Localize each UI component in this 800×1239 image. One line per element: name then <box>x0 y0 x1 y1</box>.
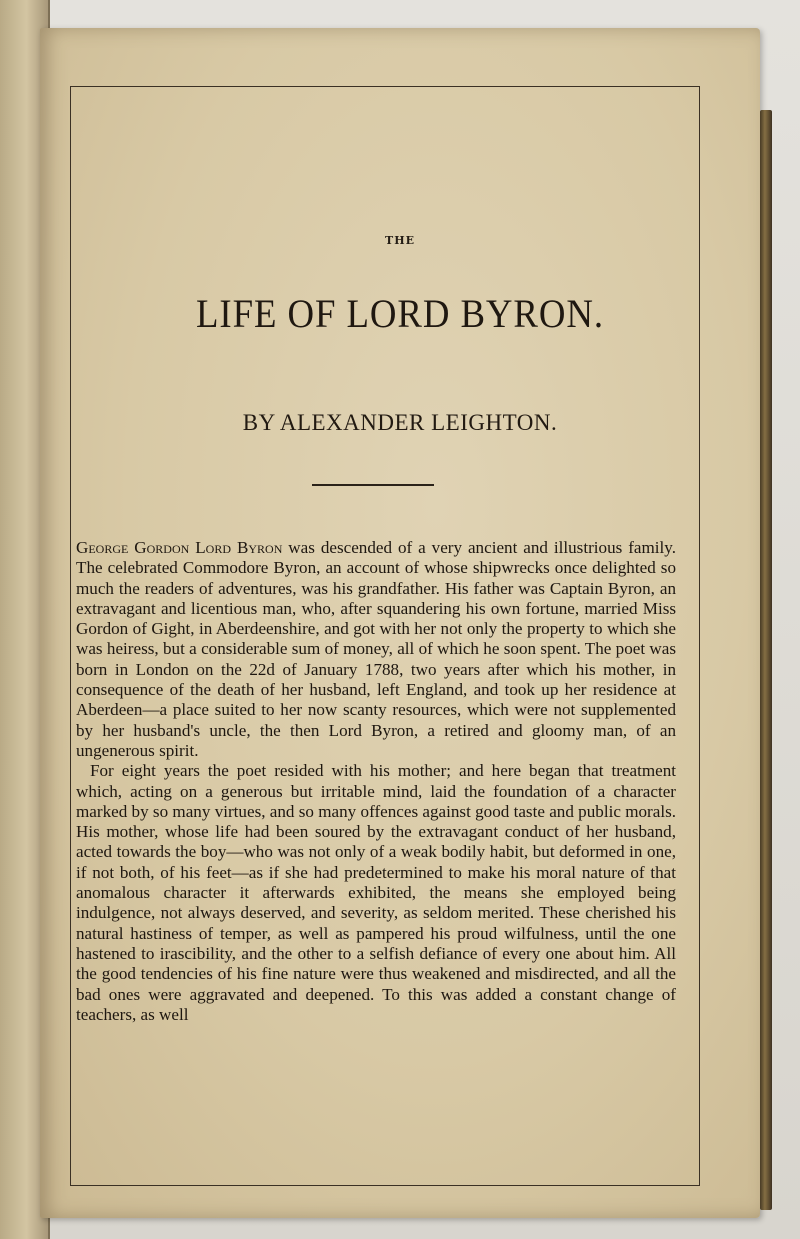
book-title: LIFE OF LORD BYRON. <box>195 291 604 336</box>
book-spine-edge <box>760 110 772 1210</box>
title-prefix: THE <box>385 234 415 247</box>
title-divider <box>312 484 434 486</box>
lead-in-small-caps: George Gordon Lord Byron <box>76 538 283 557</box>
body-text <box>76 538 676 1025</box>
paragraph-2: For eight years the poet resided with his mother; and here began that treatment which, acting on a generous but irritable mind, laid the foundation of a character marked by so many virtues, and so many offences against good taste and public morals. His mother, whose life had been soured by the extravagant conduct of her husband, acted towards the boy—who was not only of a weak bodily habit, but deformed in one, if not both, of his feet—as if she had predetermined to make his moral nature of that anomalous character it afterwards exhibited, the means she employed being indulgence, not always deserved, and severity, as seldom merited. These cherished his natural hastiness of temper, as well as pampered his proud wilfulness, until the one hastened to irascibility, and the other to a selfish defiance of every one about him. All the good tendencies of his fine nature were thus weakened and misdirected, and all the bad ones were aggravated and deepened. To this was added a constant change of teachers, as well <box>76 761 676 1024</box>
book-page <box>40 28 760 1218</box>
author-line: BY ALEXANDER LEIGHTON. <box>242 410 558 435</box>
paragraph <box>76 538 676 761</box>
paragraph-1-text: was descended of a very ancient and illustrious family. The celebrated Commodore Byron, an account of whose shipwrecks once delighted so much the readers of adventures, was his grandfather. His father was Captain Byron, an extravagant and licentious man, who, after squandering his own fortune, married Miss Gordon of Gight, in Aberdeenshire, and got with her not only the property to which she was heiress, but a considerable sum of money, all of which he soon spent. The poet was born in London on the 22d of January 1788, two years after which his mother, in consequence of the death of her husband, left England, and took up her residence at Aberdeen—a place suited to her now scanty resources, which were not supplemented by her husband's uncle, the then Lord Byron, a retired and gloomy man, of an ungenerous spirit. <box>76 538 676 760</box>
